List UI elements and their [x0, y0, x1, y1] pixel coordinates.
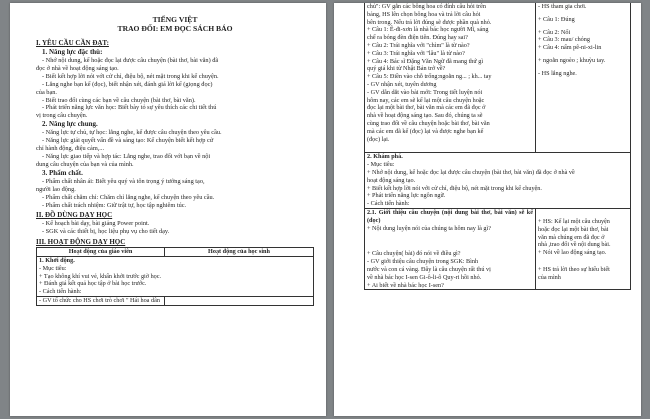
paragraph-line: người lao động. [36, 185, 76, 193]
section-materials-heading: II. ĐỒ DÙNG DẠY HỌC [36, 211, 113, 220]
cell-line: cùng trao đổi về câu chuyện hoặc bài thơ, bài văn [367, 119, 490, 127]
paragraph-line: - SGK và các thiết bị, học liệu phụ vụ cho tiết dạy. [42, 228, 170, 236]
student-cell [536, 3, 631, 153]
warmup-cell [37, 257, 314, 297]
cell-line: bảng, HS lên chọn bông hoa và trả lời câu hỏi [367, 10, 481, 18]
cell-line: + Câu 3: Trái nghĩa với "lâu" là từ nào? [367, 49, 465, 57]
student-cell [536, 208, 631, 289]
cell-line: + Câu 2: Trái nghĩa với "chìm" là từ nào? [367, 41, 470, 49]
cell-line: - HS lắng nghe. [538, 69, 577, 77]
cell-line: mà các em đã kể (đọc) lại và được nghe bạn kể [367, 127, 484, 135]
paragraph-line: của bạn. [36, 88, 57, 96]
cell-line: nhà về hoạt động sáng tạo. Sau đó, chúng ta sẽ [367, 112, 483, 120]
paragraph-line: - Biết trao đổi cùng các bạn về câu chuyện (bài thơ, bài văn). [42, 96, 196, 104]
cell-line: + HS: Kể lại một câu chuyện [538, 217, 610, 225]
cell-line: - GV giới thiệu câu chuyện trong SGK: Bình [367, 258, 479, 266]
paragraph-line: - Lắng nghe bạn kể (đọc), biết nhận xét, đánh giá lời kể (giọng đọc) [42, 80, 213, 88]
teacher-cell [365, 208, 536, 289]
cell-line: - GV tổ chức cho HS chơi trò chơi " Hái hoa dân [39, 297, 160, 304]
cell-line: hoạt động sáng tạo. [367, 176, 416, 184]
cell-line: + Câu 1: Đúng [538, 15, 575, 23]
cell-line: + Nhớ nội dung, kể hoặc đọc lại được câu chuyện (bài thơ, bài văn) đã đọc ở nhà về [367, 168, 575, 176]
paragraph-line: - Năng lực giao tiếp và hợp tác: Lắng nghe, trao đổi với bạn về nội [42, 152, 211, 160]
cell-line: - GV nhận xét, tuyên dương [367, 80, 437, 88]
table-row [365, 153, 631, 209]
explore-heading: 2. Khám phá. [367, 153, 403, 161]
table-row [365, 3, 631, 153]
cell-line: + Tạo không khí vui vẻ, khấn khởi trước giờ học. [39, 272, 162, 280]
document-page-right [334, 3, 641, 416]
activities-table-continued [364, 3, 631, 290]
table-row [365, 208, 631, 289]
table-row [37, 297, 314, 306]
warmup-heading: 1. Khởi động. [39, 257, 75, 265]
student-cell [165, 297, 314, 306]
table-row [37, 257, 314, 297]
paragraph-line: chỉ hành động, điệu cảm,... [36, 145, 105, 153]
paragraph-line: - Năng lực tự chủ, tự học: lắng nghe, kể được câu chuyện theo yêu cầu. [42, 129, 222, 137]
cell-line: - Cách tiến hành: [367, 200, 410, 208]
subsection-general-competence: 2. Năng lực chung. [42, 120, 98, 129]
cell-line: + Câu 4: nấm pê-ni-xi-lin [538, 44, 602, 52]
explore-cell [365, 153, 631, 209]
paragraph-line: vị trong câu chuyện. [36, 112, 88, 120]
cell-line: + Câu 5: Điền vào chỗ trống:ngoằn ng... ; kh... tay [367, 73, 492, 81]
paragraph-line: - Phẩm chất chăm chỉ: Chăm chỉ lắng nghe, kể chuyện theo yêu cầu. [42, 193, 215, 201]
cell-line: - Mục tiêu: [367, 161, 395, 169]
paragraph-line: - Năng lực giải quyết vấn đề và sáng tạo: Kể chuyện biết kết hợp cử [42, 137, 214, 145]
cell-line: + Câu chuyện( bài) đó nói về điều gì? [367, 250, 461, 258]
cell-line: + HS trả lời theo sự hiểu biết [538, 265, 610, 273]
paragraph-line: - Phẩm chất nhân ái: Biết yêu quý và tôn trọng ý tưởng sáng tạo, [42, 177, 205, 185]
paragraph-line: - Phẩm chất trách nhiệm: Giữ trật tự, học tập nghiêm túc. [42, 201, 187, 209]
cell-line: chế ra bóng đèn điện tiên. Đúng hay sai? [367, 34, 468, 42]
intro-story-heading: 2.1. Giới thiệu câu chuyện (nội dung bài thơ, bài văn) sẽ kể (đọc) [367, 208, 533, 224]
cell-line: văn mà chúng em đã đọc ở [538, 233, 605, 241]
cell-line: - Mục tiêu: [39, 264, 67, 272]
cell-line: (đọc) lại. [367, 135, 390, 143]
teacher-cell [37, 297, 165, 306]
paragraph-line: - Phát triển năng lực văn học: Biết bày tỏ sự yêu thích các chi tiết thú [42, 104, 217, 112]
cell-line: bên trong. Nếu trả lời đúng sẽ được phần quà nhỏ. [367, 18, 492, 26]
paragraph-line: dung câu chuyện của bạn và của mình. [36, 160, 134, 168]
cell-line: + Nói về lao động sáng tạo. [538, 249, 607, 257]
cell-line: + Nội dung luyện nói của chúng ta hôm nay là gì? [367, 224, 491, 232]
subsection-qualities: 3. Phẩm chất. [42, 168, 83, 177]
cell-line: về nhà bác học I-sen Gi-ô-li-ô Quy-ri hồi nhỏ. [367, 273, 482, 281]
cell-line: của mình [538, 273, 561, 281]
lesson-subject-title: TIẾNG VIỆT [152, 15, 198, 24]
cell-line: + Câu 3: mau/ chóng [538, 36, 590, 44]
cell-line: - Cách tiến hành: [39, 288, 82, 296]
subsection-specific-competence: 1. Năng lực đặc thù: [42, 48, 103, 56]
table-header-row [37, 248, 314, 257]
cell-line: + Biết kết hợp lời nói với cử chỉ, điệu bộ, nét mặt trong khi kể chuyện. [367, 184, 542, 192]
cell-line: hoặc đọc lại một bài thơ, bài [538, 225, 609, 233]
cell-line: - HS tham gia chơi. [538, 3, 587, 10]
paragraph-line: - Nhớ nội dung, kể hoặc đọc lại được câu chuyện (bài thơ, bài văn) đã [42, 57, 219, 64]
cell-line: - GV dẫn dắt vào bài mới: Trong tiết luyện nói [367, 88, 483, 96]
cell-line: quý giá khi từ Nhật Bản trở về? [367, 65, 446, 73]
section-requirements-heading: I. YÊU CẦU CẦN ĐẠT: [36, 39, 109, 47]
cell-line: nhà ,trao đổi về nội dung bài. [538, 241, 611, 249]
activities-table [36, 247, 314, 306]
cell-line: + Câu 4: Bác sĩ Đặng Văn Ngữ đã mang thứ gì [367, 57, 484, 65]
cell-line: chủ": GV gắn các bông hoa có đính câu hỏi trên [367, 3, 486, 10]
document-page-left [10, 3, 326, 416]
teacher-column-header: Hoạt động của giáo viên [37, 248, 165, 257]
cell-line: + Câu 2: Nổi [538, 28, 571, 36]
cell-line: + Đánh giá kết quả học tập ở bài học trước. [39, 280, 147, 288]
cell-line: + ngoằn ngoèo ; khuỳu tay. [538, 56, 606, 64]
cell-line: hôm nay, các em sẽ kể lại một câu chuyện hoặc [367, 96, 485, 104]
teacher-cell [365, 3, 536, 153]
lesson-title: TRAO ĐỔI: EM ĐỌC SÁCH BÁO [117, 24, 233, 33]
paragraph-line: - Kế hoạch bài dạy, bài giảng Power point. [42, 220, 150, 228]
paragraph-line: - Biết kết hợp lời nói với cử chỉ, điệu bộ, nét mặt trong khi kể chuyện. [42, 72, 219, 80]
paragraph-line: đọc ở nhà về hoạt động sáng tạo. [36, 64, 119, 72]
cell-line: nước và con cá vàng. Đây là câu chuyện rất thú vị [367, 265, 491, 273]
section-activities-heading: III. HOẠT ĐỘNG DẠY HỌC [36, 238, 126, 247]
cell-line: + Ai biết về nhà bác học I-sen? [367, 281, 444, 289]
cell-line: + Phát triển năng lực ngôn ngữ. [367, 192, 446, 200]
cell-line: đọc lại một bài thơ, bài văn mà các em đã đọc ở [367, 104, 486, 112]
student-column-header: Hoạt động của học sinh [165, 248, 314, 257]
cell-line: + Câu 1: Ê-đi-xơn là nhà bác học người Mĩ, sáng [367, 26, 489, 34]
